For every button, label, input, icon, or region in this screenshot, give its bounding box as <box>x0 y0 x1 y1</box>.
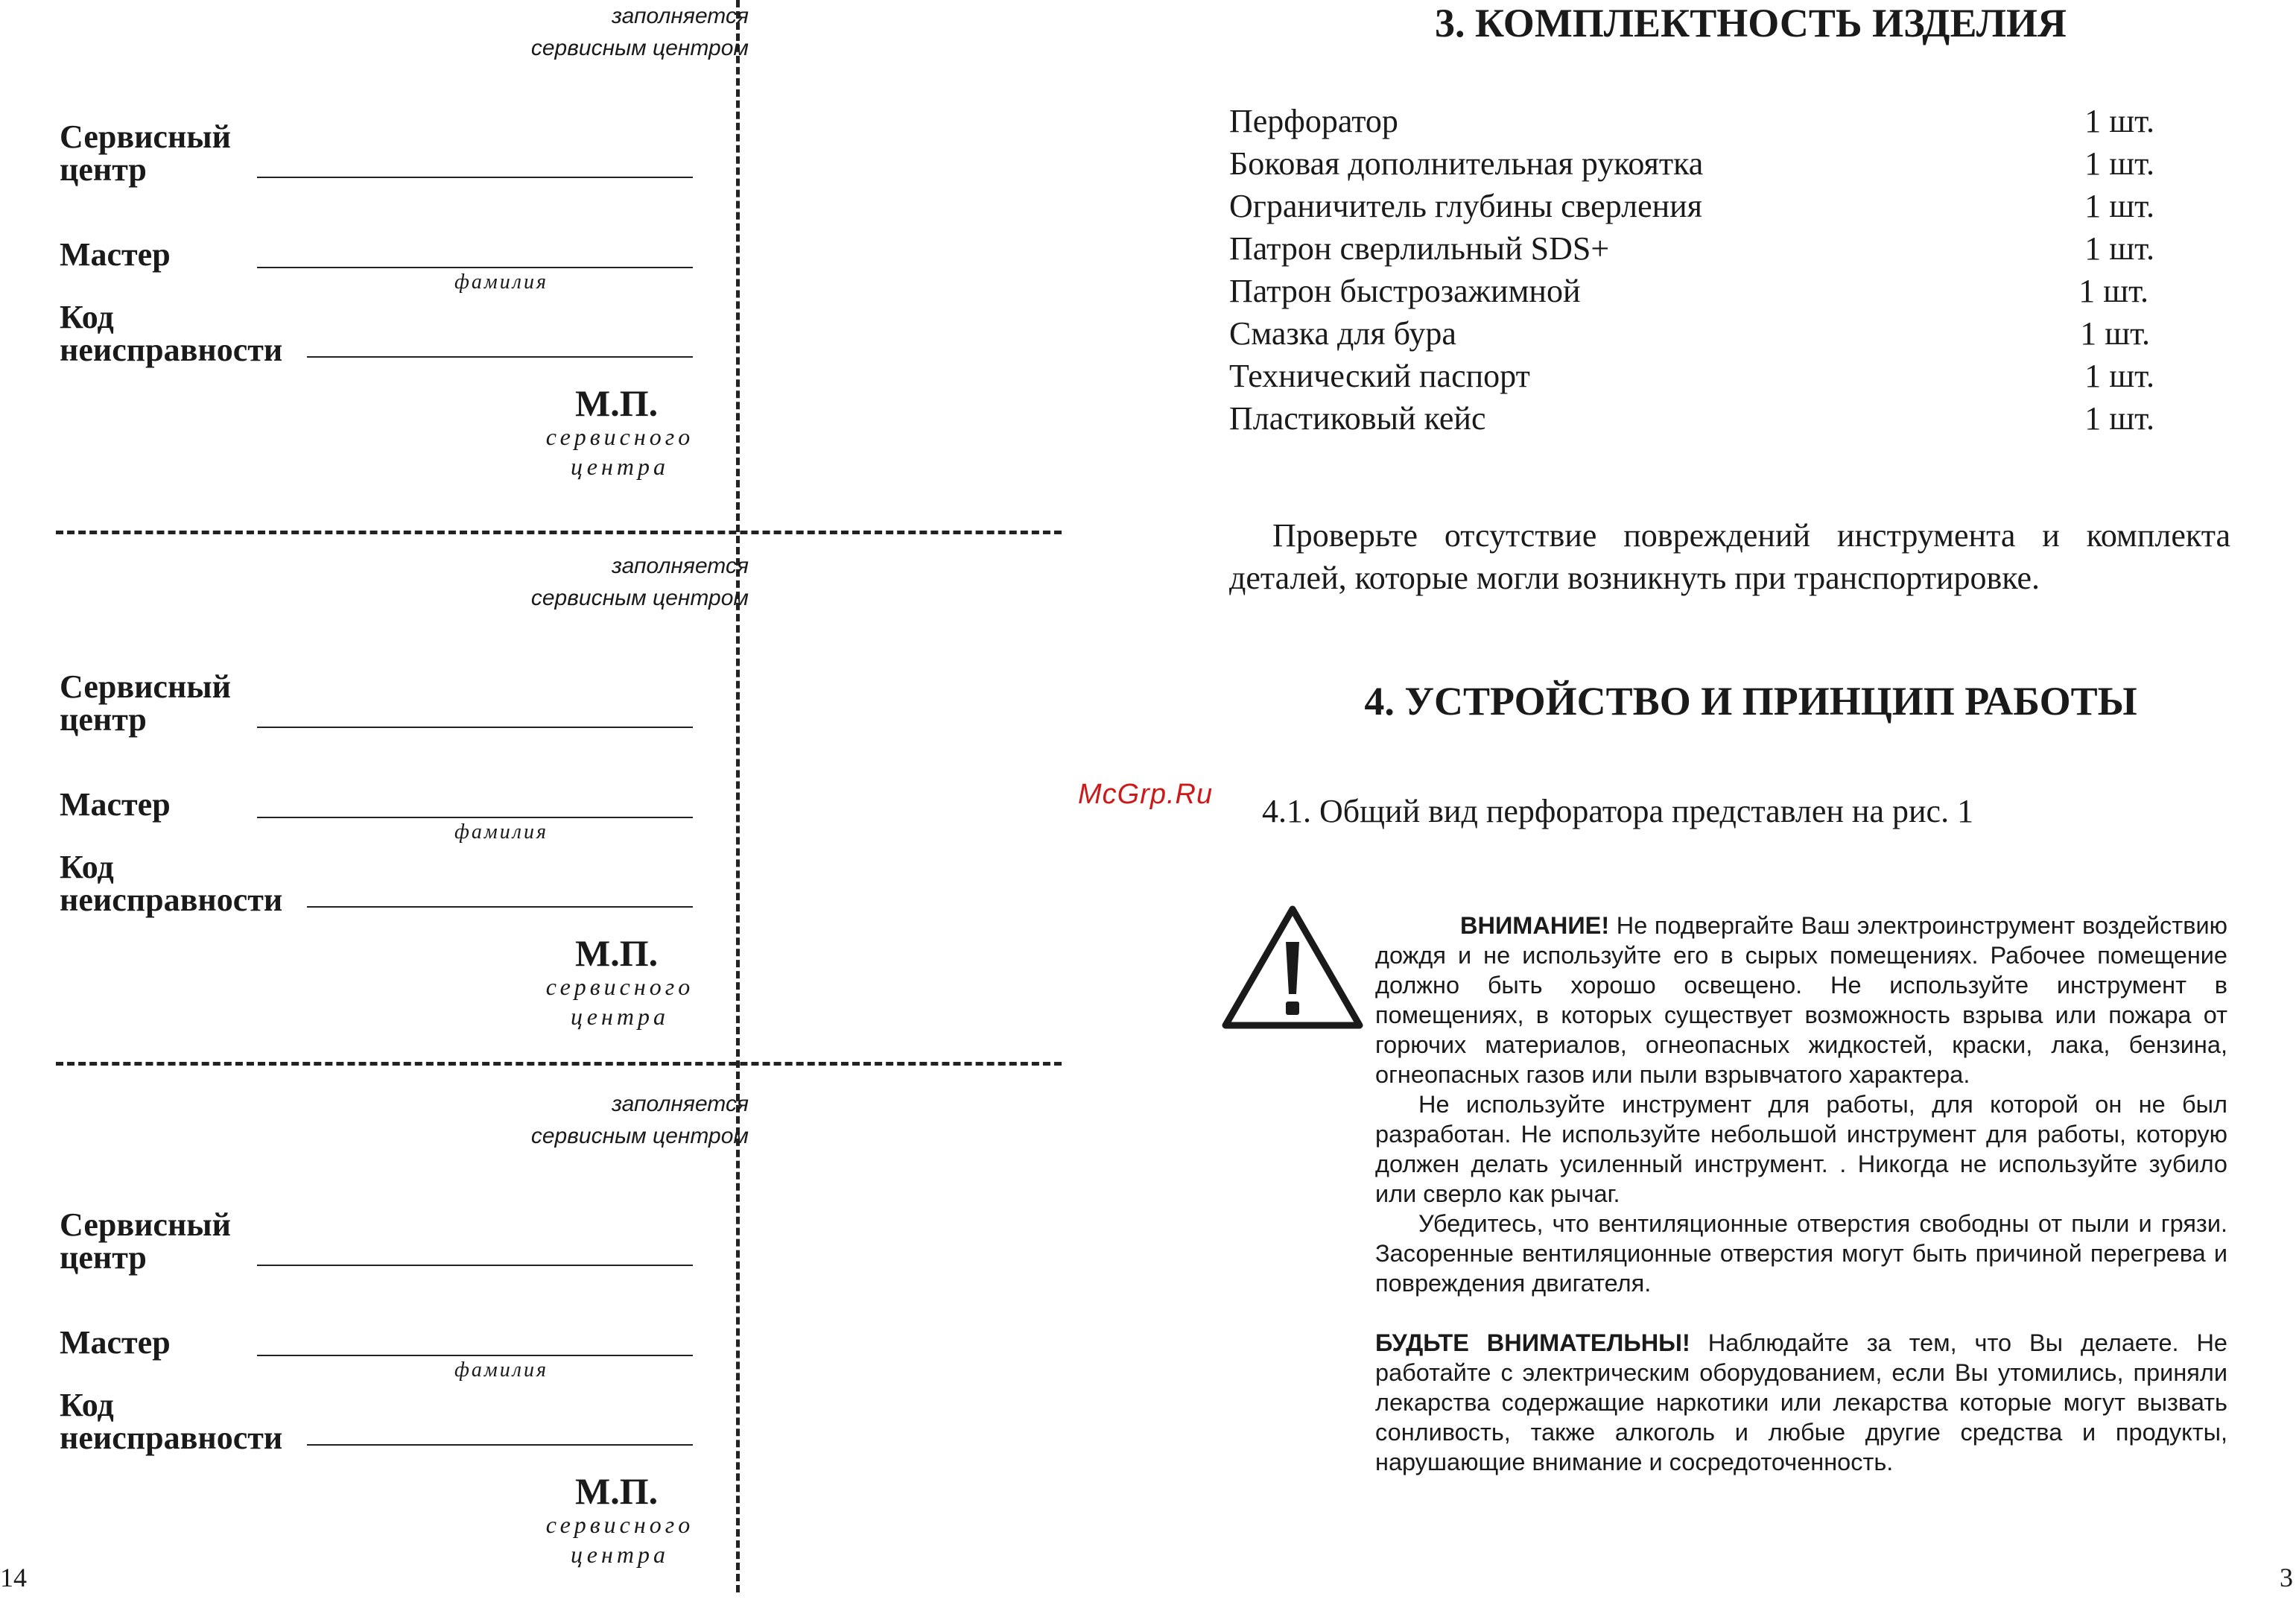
fault-code-label <box>60 1389 282 1455</box>
warning-paragraph-3: Убедитесь, что вентиляционные отверстия свободны от пыли и грязи. Засоренные вентиляционные отверстия могут быть причиной перегрева и повреждения двигателя. <box>1375 1210 2227 1297</box>
coupon-note <box>451 0 749 64</box>
service-center-label-line-2: центр <box>60 701 147 738</box>
service-center-label-line-2: центр <box>60 1239 147 1276</box>
item-name: Технический паспорт <box>1229 358 1530 394</box>
check-paragraph: Проверьте отсутствие повреждений инструмента и комплекта деталей, которые могли возникнуть при транспортировке. <box>1229 517 2230 596</box>
stamp-caption-line-2: центра <box>571 1003 669 1030</box>
item-qty: 1 шт. <box>2084 103 2154 139</box>
item-name: Перфоратор <box>1229 103 1398 139</box>
fault-code-label-line-1: Код <box>60 1387 114 1423</box>
surname-hint: фамилия <box>454 270 548 294</box>
master-label: Мастер <box>60 1324 171 1361</box>
item-name: Смазка для бура <box>1229 315 1456 352</box>
item-qty: 1 шт. <box>2084 230 2154 267</box>
surname-hint: фамилия <box>454 820 548 844</box>
item-qty: 1 шт. <box>2084 358 2154 394</box>
service-center-label-line-1: Сервисный <box>60 118 232 155</box>
service-center-field[interactable] <box>257 727 693 728</box>
service-coupon-2 <box>0 550 749 1082</box>
warning-lead: ВНИМАНИЕ! <box>1460 912 1610 939</box>
section-3-title: 3. КОМПЛЕКТНОСТЬ ИЗДЕЛИЯ <box>1435 1 2067 45</box>
list-item <box>1229 185 2153 227</box>
item-qty: 1 шт. <box>2084 188 2154 224</box>
warning-block <box>1375 911 2227 1477</box>
service-center-field[interactable] <box>257 1265 693 1266</box>
service-coupon-3 <box>0 1088 749 1620</box>
item-qty: 1 шт. <box>2080 315 2150 352</box>
service-center-label <box>60 118 232 188</box>
page-number-right: 3 <box>2280 1563 2293 1592</box>
coupon-note-line-2: сервисным центром <box>530 36 749 60</box>
master-field[interactable] <box>257 267 693 268</box>
item-qty: 1 шт. <box>2084 400 2154 437</box>
page-number-left: 14 <box>0 1563 27 1592</box>
item-name: Патрон сверлильный SDS+ <box>1229 230 1610 267</box>
fault-code-label-line-1: Код <box>60 299 114 335</box>
fault-code-label-line-1: Код <box>60 849 114 885</box>
stamp-caption-line-1: сервисного <box>545 423 694 450</box>
service-center-label <box>60 1206 232 1276</box>
list-item <box>1229 142 2153 185</box>
item-name: Пластиковый кейс <box>1229 400 1486 437</box>
service-center-label-line-1: Сервисный <box>60 668 232 705</box>
coupon-note-line-2: сервисным центром <box>530 586 749 610</box>
list-item <box>1229 227 2153 270</box>
service-center-label-line-2: центр <box>60 151 147 188</box>
master-label: Мастер <box>60 236 171 273</box>
item-name: Боковая дополнительная рукоятка <box>1229 145 1704 182</box>
warning-triangle-icon <box>1222 905 1363 1030</box>
coupon-note-line-1: заполняется <box>612 554 749 578</box>
stamp-caption-line-2: центра <box>571 453 669 480</box>
service-coupon-1 <box>0 0 749 532</box>
fault-code-label <box>60 851 282 917</box>
list-item <box>1229 397 2153 440</box>
list-item <box>1229 312 2153 355</box>
stamp-caption <box>534 972 705 1031</box>
fault-code-label-line-2: неисправности <box>60 332 283 368</box>
attention-lead: БУДЬТЕ ВНИМАТЕЛЬНЫ! <box>1375 1329 1690 1356</box>
service-center-field[interactable] <box>257 177 693 178</box>
master-field[interactable] <box>257 817 693 818</box>
coupon-note-line-1: заполняется <box>612 1092 749 1116</box>
list-item <box>1229 355 2153 397</box>
stamp-caption <box>534 1510 705 1569</box>
service-center-label-line-1: Сервисный <box>60 1206 232 1243</box>
list-item <box>1229 100 2153 142</box>
master-field[interactable] <box>257 1355 693 1356</box>
stamp-label: М.П. <box>575 932 659 974</box>
master-label: Мастер <box>60 786 171 823</box>
fault-code-label-line-2: неисправности <box>60 1420 283 1456</box>
item-qty: 1 шт. <box>2078 273 2148 309</box>
item-4-1: 4.1. Общий вид перфоратора представлен на рис. 1 <box>1262 793 1974 829</box>
coupon-note-line-2: сервисным центром <box>530 1124 749 1148</box>
warning-paragraph-1: Не подвергайте Ваш электроинструмент воздействию дождя и не используйте его в сырых помещениях. Рабочее помещение должно быть хорошо освещено. Не используйте инструмент в помещениях, в которых существует возможность взрыва или пожара от горючих материалов, огнеопасных жидкостей, краски, лака, бензина, огнеопасных газов или пыли взрывчатого характера. <box>1375 912 2227 1088</box>
stamp-label: М.П. <box>575 1470 659 1512</box>
warning-paragraph-4: Наблюдайте за тем, что Вы делаете. Не работайте с электрическим оборудованием, если Вы утомились, приняли лекарства содержащие наркотики или лекарства которые могут вызвать сонливость, также алкоголь и любые другие средства и продукты, нарушающие внимание и сосредоточенность. <box>1375 1329 2228 1475</box>
watermark: McGrp.Ru <box>1078 779 1214 810</box>
fault-code-label <box>60 301 282 367</box>
stamp-caption-line-1: сервисного <box>545 1511 694 1538</box>
list-item <box>1229 270 2153 312</box>
surname-hint: фамилия <box>454 1358 548 1382</box>
fault-code-field[interactable] <box>307 356 693 358</box>
stamp-caption <box>534 422 705 481</box>
item-qty: 1 шт. <box>2084 145 2154 182</box>
coupon-note <box>451 1088 749 1152</box>
fault-code-field[interactable] <box>307 906 693 908</box>
service-center-label <box>60 668 232 738</box>
item-name: Ограничитель глубины сверления <box>1229 188 1702 224</box>
fault-code-label-line-2: неисправности <box>60 882 283 918</box>
coupon-note-line-1: заполняется <box>612 4 749 28</box>
warning-paragraph-2: Не используйте инструмент для работы, для которой он не был разработан. Не используйте небольшой инструмент для работы, которую должен делать усиленный инструмент. . Никогда не используйте зубило или сверло как рычаг. <box>1375 1091 2227 1207</box>
stamp-label: М.П. <box>575 382 659 424</box>
stamp-caption-line-2: центра <box>571 1541 669 1568</box>
stamp-caption-line-1: сервисного <box>545 973 694 1000</box>
section-4-title: 4. УСТРОЙСТВО И ПРИНЦИП РАБОТЫ <box>1364 679 2137 724</box>
coupon-note <box>451 550 749 614</box>
fault-code-field[interactable] <box>307 1444 693 1446</box>
item-name: Патрон быстрозажимной <box>1229 273 1581 309</box>
